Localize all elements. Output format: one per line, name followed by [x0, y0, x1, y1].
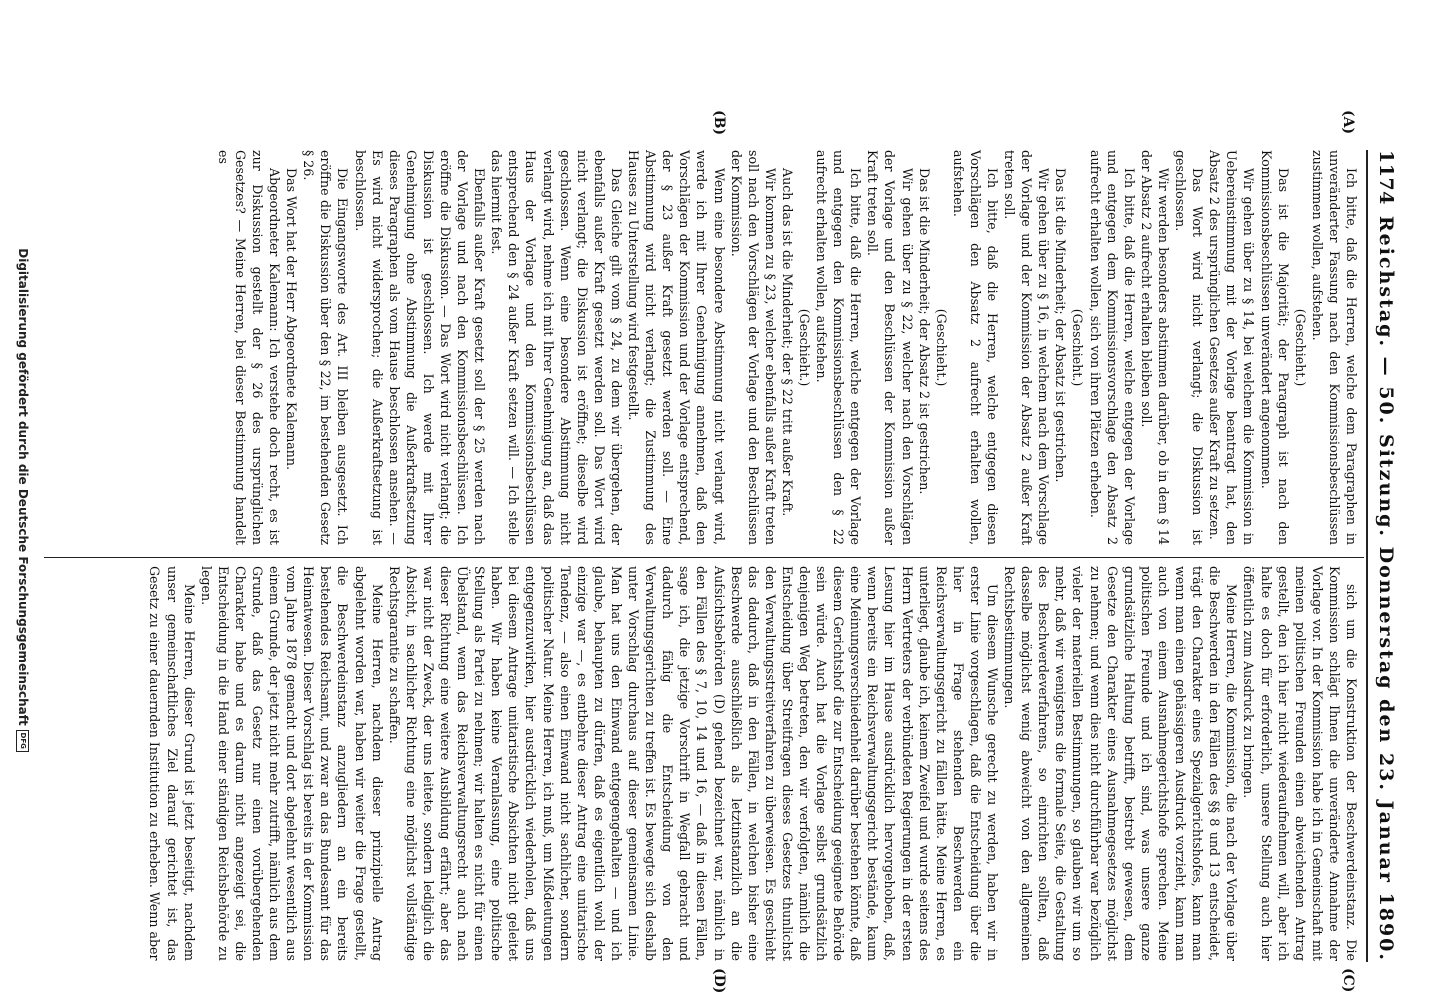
paragraph: Wir kommen zu § 23, welcher ebenfalls außer Kraft treten soll nach den Vorschlägen der Vorlage und den Beschlüssen der Kommission.: [728, 150, 778, 545]
paragraph: Um diesem Wunsche gerecht zu werden, haben wir in erster Linie vorgeschlagen, daß die Entscheidung über die hier in Frage stehenden Beschwerden ein Reichsverwaltungsgericht zu fällen hätte. Meine Herren, es unterliegt, glaube ich, keinem Zweifel und wurde seitens des Herrn Vertreters der verbündeten Regierungen in der ersten Lesung hier im Hause ausdrücklich hervorgehoben, daß, wenn bereits ein Reichsverwaltungsgericht bestände, kaum eine Meinungsverschiedenheit darüber bestehen könnte, daß diesem Gerichtshof die zur Entscheidung geeignete Behörde sein würde. Auch hat die Vorlage selbst grundsätzlich denjenigen Weg betreten, den wir verfolgten, nämlich die Entscheidung über Streitfragen dieses Gesetzes thunlichst den Verwaltungsstreitverfahren zu überweisen. Es geschieht das dadurch, daß in den Fällen, in welchen bisher eine Beschwerde ausschließlich als letztinstanzlich an die Aufsichtsbehörden (D) gehend bezeichnet war, nämlich in den Fällen des § 7, 10, 14 und 16, — daß in diesen Fällen, sage ich, die jetzige Vorschrift in Wegfall gebracht und dadurch fähig die Entscheidung von den Verwaltungsgerichten zu treffen ist. Es bewegte sich deshalb unter Vorschlag durchaus auf dieser gemeinsamen Linie. Man hat uns den Einwand entgegengehalten — und ich glaube, behaupten zu dürfen, daß es eigentlich wohl der einzige war —, es entbehre dieser Antrag eine unitarische Tendenz, — also einen Einwand nicht sachlicher, sondern politischer Natur. Meine Herren, ich muß, um Mißdeutungen entgegenzuwirken, hier ausdrücklich wiederholen, daß uns bei diesem Antrage unitaristische Absichten nicht geleitet haben. Wir haben keine Veranlassung, eine politische Stellung als Partei zu nehmen; wir halten es nicht für einen Übelstand, wenn das Reichsverwaltungsrecht auch nach dieser Richtung eine weitere Ausbildung erfährt; aber das war nicht der Zweck, der uns leitete, sondern lediglich die Absicht, in sachlicher Richtung eine möglichst vollständige Rechtsgarantie zu schaffen.: [386, 566, 1001, 961]
paragraph: Das Wort hat der Herr Abgeordnete Kalemann.: [284, 168, 300, 471]
paragraph: Ich bitte, daß die Herren, welche entgegen diesen Vorschlägen den Absatz 2 aufrecht erhalten wollen, aufstehen.: [950, 150, 1001, 545]
paragraph: Die Eingangsworte des Art. III bleiben ausgesetzt. Ich eröffne die Diskussion über den § 22, im bestehenden Gesetz § 26.: [301, 150, 351, 545]
left-text-column: [215, 150, 1360, 545]
paragraph: Das ist die Majorität; der Paragraph ist nach den Kommissionsbeschlüssen unverändert angenommen.: [1258, 150, 1291, 545]
paragraph: Das ist die Minderheit; der Absatz 2 ist gestrichen.: [916, 168, 932, 495]
page-header: [1375, 150, 1397, 962]
digitization-note: Digitalisierung gefördert durch die Deutsche Forschungsgemeinschaft: [16, 248, 30, 726]
right-text-column: [146, 566, 1360, 961]
paragraph: Das ist die Minderheit; der Absatz ist gestrichen.: [1053, 168, 1069, 483]
stage-direction: (Geschieht.): [797, 308, 812, 387]
paragraph: Wir werden besonders abstimmen darüber, ob in dem § 14 der Absatz 2 aufrecht erhalten bleiben soll.: [1138, 150, 1171, 545]
paragraph: Wir gehen über zu § 16, in welchem nach dem Vorschlage der Vorlage und der Kommission der Absatz 2 außer Kraft treten soll.: [1002, 150, 1052, 545]
stage-direction: (Geschieht.): [1070, 308, 1086, 387]
paragraph: Ich bitte, daß die Herren, welche entgegen der Vorlage und entgegen dem Kommissionsvorschlage den Absatz 2 aufrecht erhalten wollen, sich von ihren Plätzen erheben.: [1087, 150, 1137, 545]
paragraph: Meine Herren, nachdem dieser prinzipielle Antrag abgelehnt worden war, haben wir weiter die Frage gestellt, die Beschwerdeinstanz anzugliedern an ein bereits bestehendes Reichsamt, und zwar an das Bundesamt für das Heimatwesen. Dieser Vorschlag ist bereits in der Kommission vom Jahre 1878 gemacht und dort abgelehnt wesentlich aus einem Grunde, der jetzt nicht mehr zutrifft, nämlich aus dem Grunde, daß das Gesetz nur einen vorübergehenden Charakter habe und es darum nicht angezeigt sei, die Entscheidung in die Hand einer ständigen Reichsbehörde zu legen.: [198, 566, 385, 961]
margin-mark-c: (C): [1340, 968, 1356, 993]
paragraph: Das Gleiche gilt vom § 24, zu dem wir übergehen, der ebenfalls außer Kraft gesetzt werden soll. Das Wort wird nicht verlangt; die Diskussion ist eröffnet; dieselbe wird geschlossen. Wenn eine besondere Abstimmung nicht verlangt wird, nehme ich mit Ihrer Genehmigung an, daß das Haus der Vorlage und den Kommissionsbeschlüssen entsprechend den § 24 außer Kraft setzen will. — Ich stelle das hiermit fest.: [489, 150, 624, 545]
paragraph: Meine Herren, dieser Grund ist jetzt beseitigt, nachdem unser gemeinschaftliches Ziel darauf gerichtet ist, das Gesetz zu einer dauernden Institution zu erheben. Wenn aber: [147, 566, 197, 961]
stage-direction: (Geschieht.): [933, 308, 949, 387]
paragraph: Ich bitte, daß die Herren, welche dem Paragraphen in unveränderter Fassung nach den Kommissionsbeschlüssen zustimmen wollen, aufstehen.: [1309, 150, 1359, 545]
margin-mark-b: (B): [711, 110, 727, 136]
paragraph: Ich bitte, daß die Herren, welche entgegen der Vorlage und entgegen den Kommissionsbeschlüssen den § 22 aufrecht erhalten wollen, aufstehen.: [814, 150, 864, 545]
paragraph: Wenn eine besondere Abstimmung nicht verlangt wird, werde ich mit Ihrer Genehmigung annehmen, daß den Vorschlägen der Kommission und der Vorlage entsprechend, der § 23 außer Kraft gesetzt werden soll. — Eine Abstimmung wird nicht verlangt; die Zustimmung des Hauses zu Unterstellung wird festgestellt.: [626, 150, 727, 545]
dfg-logo-icon: DFG: [16, 730, 29, 752]
column-divider: [44, 557, 1364, 558]
page-number: 1174: [1375, 150, 1397, 205]
margin-mark-d: (D): [711, 968, 727, 994]
paragraph: Ebenfalls außer Kraft gesetzt soll der § 25 werden nach der Vorlage und nach den Kommissionsbeschlüssen. Ich eröffne die Diskussion. — Das Wort wird nicht verlangt; die Diskussion ist geschlossen. Ich werde mit Ihrer Genehmigung ohne Abstimmung die Außerkraftsetzung dieses Paragraphen als vom Hause beschlossen ansehen. — Es wird nicht widersprochen; die Außerkraftsetzung ist beschlossen.: [352, 150, 488, 545]
paragraph: Wir gehen über zu § 14, bei welchem die Kommission in Uebereinstimmung mit der Vorlage beantragt hat, den Absatz 2 des ursprünglichen Gesetzes außer Kraft zu setzen.: [1207, 150, 1257, 545]
digitization-footer: [16, 0, 30, 1000]
header-rule: [1366, 150, 1368, 962]
running-title: Reichstag. — 50. Sitzung. Donnerstag den 23. Januar 1890.: [1375, 215, 1397, 962]
paragraph: Das Wort wird nicht verlangt; die Diskussion ist geschlossen.: [1173, 150, 1206, 545]
paragraph: Abgeordneter Kalemann: Ich verstehe doch recht, es ist zur Diskussion gestellt der § 26 des ursprünglichen Gesetzes? — Meine Herren, bei dieser Bestimmung handelt es: [215, 150, 283, 545]
paragraph: sich um die Konstruktion der Beschwerdeinstanz. Die Kommission schlägt Ihnen die unveränderte Annahme der Vorlage vor. In der Kommission habe ich in Gemeinschaft mit meinen politischen Freunden einen abweichenden Antrag gestellt, den ich hier nicht wiederaufnehmen will, aber ich halte es doch für erforderlich, unsere Stellung auch hier öffentlich zum Ausdruck zu bringen.: [1241, 566, 1359, 961]
stage-direction: (Geschieht.): [1292, 308, 1308, 387]
paragraph: Wir gehen über zu § 22, welcher nach den Vorschlägen der Vorlage und den Beschlüssen der Kommission außer Kraft treten soll.: [865, 150, 915, 545]
paragraph: Meine Herren, die Kommission, die nach der Vorlage über die Beschwerden in den Fällen des §§ 8 und 13 entscheidet, trägt den Charakter eines Spezialgerichtshofes, kann man wenn man einen gehässigeren Ausdruck vorzieht, kann man auch von einem Ausnahmegerichtshofe sprechen. Meine politischen Freunde und ich sind, was unsere ganze grundsätzliche Haltung betrifft, bestrebt gewesen, dem Gesetze den Charakter eines Ausnahmegesetzes möglichst zu nehmen; und wenn dies nicht durchführbar war bezüglich vieler der materiellen Bestimmungen, so glauben wir um so mehr, daß wir wenigstens die formale Seite, die Gestaltung des Beschwerdeverfahrens, so einrichten sollten, daß dasselbe möglichst wenig abweicht von den allgemeinen Rechtsbestimmungen.: [1002, 566, 1240, 961]
margin-mark-a: (A): [1340, 110, 1356, 135]
paragraph: Auch das ist die Minderheit; der § 22 tritt außer Kraft.: [779, 168, 795, 517]
